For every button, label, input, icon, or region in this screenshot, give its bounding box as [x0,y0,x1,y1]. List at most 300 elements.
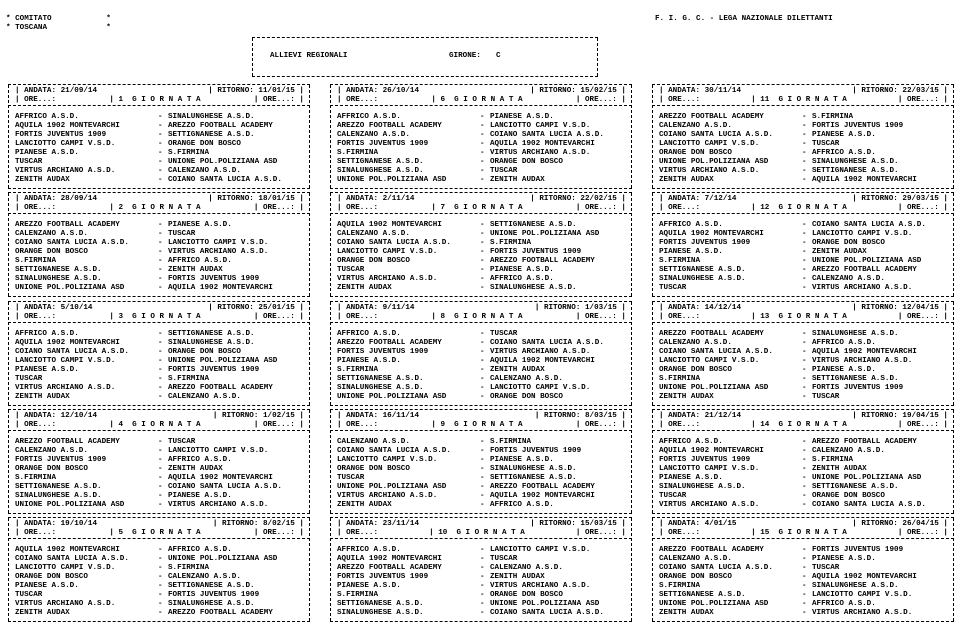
away-team: S.FIRMINA [168,564,210,572]
away-team: VIRTUS ARCHIANO A.S.D. [490,348,591,356]
home-team: CALENZANO A.S.D. [659,122,732,130]
home-team: PIANESE A.S.D. [659,474,723,482]
home-team: CALENZANO A.S.D. [15,447,88,455]
home-team: PIANESE A.S.D. [659,248,723,256]
match-separator: - [158,384,163,392]
ore-ritorno: | ORE...: | [575,96,626,104]
match-separator: - [158,357,163,365]
match-row [15,176,306,185]
match-separator: - [480,131,485,139]
block-right-border [631,85,632,188]
away-team: UNIONE POL.POLIZIANA ASD [168,158,278,166]
comitato-line-1: * COMITATO * [6,15,111,23]
giornata-number: 8 [440,313,446,321]
match-row [659,339,950,348]
match-separator: - [158,609,163,617]
block-left-border [652,410,653,513]
andata-cell: | ANDATA: 16/11/14 [337,412,420,420]
ritorno-date: 25/01/15 [258,304,295,312]
match-row [15,384,306,393]
away-team: S.FIRMINA [812,456,854,464]
ritorno-label: RITORNO: [861,520,898,528]
match-row [659,564,950,573]
giornata-title: | 6 G I O R N A T A [431,96,523,104]
match-separator: - [158,339,163,347]
match-row [15,248,306,257]
andata-date: 5/10/14 [60,304,93,312]
ore-andata: | ORE...: [337,204,379,212]
away-team: COIANO SANTA LUCIA A.S.D. [168,176,282,184]
andata-cell: | ANDATA: 7/12/14 [659,195,737,203]
giornata-number: 13 [760,313,770,321]
match-row [659,122,950,131]
ore-andata: | ORE...: [15,421,57,429]
match-separator: - [480,239,485,247]
ore-label: ORE...: [668,313,701,321]
match-row [15,501,306,510]
ore-andata: | ORE...: [15,96,57,104]
block-header-divider [330,538,632,539]
match-separator: - [802,113,807,121]
home-team: ORANGE DON BOSCO [15,248,88,256]
block-left-border [330,85,331,188]
block-right-border [309,302,310,405]
andata-label: ANDATA: [24,87,57,95]
home-team: ZENITH AUDAX [15,393,70,401]
giornata-title: | 7 G I O R N A T A [431,204,523,212]
ritorno-cell: | RITORNO: 22/02/15 | [530,195,626,203]
block-header-divider [8,213,310,214]
ore-andata: | ORE...: [15,313,57,321]
match-separator: - [158,573,163,581]
giornata-block [8,517,310,622]
match-separator: - [158,149,163,157]
match-separator: - [158,330,163,338]
home-team: SINALUNGHESE A.S.D. [15,492,102,500]
away-team: AREZZO FOOTBALL ACADEMY [812,266,917,274]
ore-label: ORE...: [262,421,295,429]
home-team: AQUILA 1902 MONTEVARCHI [15,546,120,554]
match-separator: - [480,330,485,338]
giornata-title: | 8 G I O R N A T A [431,313,523,321]
away-team: S.FIRMINA [490,239,532,247]
match-row [15,456,306,465]
match-separator: - [480,366,485,374]
home-team: COIANO SANTA LUCIA A.S.D. [659,348,773,356]
block-right-border [631,410,632,513]
match-row [659,456,950,465]
ritorno-cell: | RITORNO: 22/03/15 | [852,87,948,95]
match-separator: - [480,546,485,554]
match-row [15,546,306,555]
andata-label: ANDATA: [346,87,379,95]
ore-label: ORE...: [262,529,295,537]
andata-label: ANDATA: [668,195,701,203]
match-separator: - [802,483,807,491]
ore-label: ORE...: [262,204,295,212]
giornata-word: G I O R N A T A [132,96,201,104]
match-row [15,465,306,474]
away-team: UNIONE POL.POLIZIANA ASD [490,230,600,238]
ritorno-date: 26/04/15 [902,520,939,528]
giornata-block [652,84,954,189]
match-row [15,149,306,158]
home-team: LANCIOTTO CAMPI V.S.D. [659,357,760,365]
match-row [337,239,628,248]
ritorno-cell: | RITORNO: 8/03/15 | [534,412,626,420]
match-row [337,483,628,492]
block-right-border [309,518,310,621]
home-team: ORANGE DON BOSCO [337,465,410,473]
match-separator: - [802,474,807,482]
match-row [337,248,628,257]
match-separator: - [158,140,163,148]
block-header-divider [330,213,632,214]
match-separator: - [480,609,485,617]
match-separator: - [480,176,485,184]
away-team: ORANGE DON BOSCO [168,348,241,356]
away-team: FORTIS JUVENTUS 1909 [812,546,904,554]
block-left-border [8,85,9,188]
match-row [659,492,950,501]
ritorno-cell: | RITORNO: 15/02/15 | [530,87,626,95]
away-team: ORANGE DON BOSCO [490,393,563,401]
giornata-number: 9 [440,421,446,429]
match-row [15,564,306,573]
away-team: SINALUNGHESE A.S.D. [490,465,577,473]
match-row [337,221,628,230]
giornata-block [8,84,310,189]
block-left-border [330,410,331,513]
home-team: AQUILA 1902 MONTEVARCHI [15,122,120,130]
match-row [15,357,306,366]
match-row [337,230,628,239]
match-separator: - [802,546,807,554]
match-row [659,284,950,293]
home-team: VIRTUS ARCHIANO A.S.D. [15,384,116,392]
match-row [337,275,628,284]
away-team: UNIONE POL.POLIZIANA ASD [168,357,278,365]
giornata-number: 10 [438,529,448,537]
away-team: PIANESE A.S.D. [812,555,876,563]
ore-label: ORE...: [906,421,939,429]
category-title: ALLIEVI REGIONALI [270,52,348,60]
block-right-border [309,193,310,296]
giornata-number: 6 [440,96,446,104]
ore-ritorno: | ORE...: | [897,96,948,104]
ritorno-cell: | RITORNO: 12/04/15 | [852,304,948,312]
ritorno-label: RITORNO: [221,412,259,420]
ritorno-label: RITORNO: [217,304,254,312]
block-header-divider [8,430,310,431]
title-box-right-border [597,38,598,76]
home-team: AREZZO FOOTBALL ACADEMY [15,438,120,446]
giornata-block [8,301,310,406]
match-row [659,357,950,366]
away-team: AFFRICO A.S.D. [812,339,876,347]
giornata-block [330,409,632,514]
ore-label: ORE...: [24,313,57,321]
match-separator: - [158,348,163,356]
match-separator: - [480,266,485,274]
home-team: COIANO SANTA LUCIA A.S.D. [659,131,773,139]
home-team: AFFRICO A.S.D. [659,438,723,446]
andata-date: 7/12/14 [704,195,737,203]
away-team: TUSCAR [490,167,518,175]
home-team: AREZZO FOOTBALL ACADEMY [337,564,442,572]
match-separator: - [802,330,807,338]
block-header-divider [652,322,954,323]
match-separator: - [158,248,163,256]
ritorno-date: 15/02/15 [580,87,617,95]
giornata-header [15,520,304,538]
match-row [659,474,950,483]
andata-label: ANDATA: [668,87,701,95]
andata-cell: | ANDATA: 30/11/14 [659,87,742,95]
giornata-header [659,87,948,105]
ritorno-date: 12/04/15 [902,304,939,312]
away-team: LANCIOTTO CAMPI V.S.D. [168,239,269,247]
ore-label: ORE...: [906,313,939,321]
match-row [15,600,306,609]
away-team: SETTIGNANESE A.S.D. [812,375,899,383]
match-row [659,393,950,402]
andata-cell: | ANDATA: 23/11/14 [337,520,420,528]
home-team: AREZZO FOOTBALL ACADEMY [659,546,764,554]
home-team: VIRTUS ARCHIANO A.S.D. [337,275,438,283]
match-separator: - [480,447,485,455]
match-separator: - [480,501,485,509]
match-row [659,546,950,555]
giornata-title: | 5 G I O R N A T A [109,529,201,537]
match-list [337,330,628,402]
block-left-border [8,518,9,621]
match-row [337,465,628,474]
giornata-word: G I O R N A T A [454,421,523,429]
match-separator: - [802,167,807,175]
andata-label: ANDATA: [668,304,701,312]
home-team: S.FIRMINA [15,474,57,482]
andata-cell: | ANDATA: 21/09/14 [15,87,98,95]
match-row [337,131,628,140]
match-list [659,438,950,510]
home-team: AREZZO FOOTBALL ACADEMY [659,113,764,121]
ore-andata: | ORE...: [337,313,379,321]
ore-label: ORE...: [346,204,379,212]
andata-label: ANDATA: [24,304,57,312]
match-list [659,330,950,402]
match-row [659,384,950,393]
match-row [15,582,306,591]
giornata-block [330,192,632,297]
giornata-block [652,409,954,514]
match-separator: - [480,257,485,265]
away-team: S.FIRMINA [168,149,210,157]
ritorno-cell: | RITORNO: 19/04/15 | [852,412,948,420]
match-row [337,447,628,456]
match-row [337,348,628,357]
away-team: TUSCAR [168,438,196,446]
home-team: ORANGE DON BOSCO [659,366,732,374]
away-team: ZENITH AUDAX [168,266,223,274]
match-separator: - [802,573,807,581]
home-team: LANCIOTTO CAMPI V.S.D. [337,456,438,464]
away-team: VIRTUS ARCHIANO A.S.D. [812,284,913,292]
giornata-title: | 3 G I O R N A T A [109,313,201,321]
giornata-number: 2 [118,204,124,212]
giornata-header [337,304,626,322]
giornata-header [659,520,948,538]
away-team: S.FIRMINA [812,113,854,121]
home-team: AFFRICO A.S.D. [659,221,723,229]
away-team: COIANO SANTA LUCIA A.S.D. [812,221,926,229]
giornata-number: 11 [760,96,770,104]
ore-andata: | ORE...: [15,204,57,212]
match-row [337,393,628,402]
block-right-border [953,518,954,621]
ore-andata: | ORE...: [15,529,57,537]
ritorno-label: RITORNO: [543,304,581,312]
block-left-border [8,302,9,405]
home-team: COIANO SANTA LUCIA A.S.D. [337,447,451,455]
match-separator: - [480,140,485,148]
match-separator: - [158,582,163,590]
away-team: COIANO SANTA LUCIA A.S.D. [490,609,604,617]
ore-label: ORE...: [906,96,939,104]
ore-label: ORE...: [346,313,379,321]
ore-ritorno: | ORE...: | [253,313,304,321]
match-separator: - [480,122,485,130]
giornata-header [15,412,304,430]
away-team: UNIONE POL.POLIZIANA ASD [812,474,922,482]
match-row [15,158,306,167]
away-team: TUSCAR [168,230,196,238]
ritorno-cell: | RITORNO: 29/03/15 | [852,195,948,203]
match-row [15,339,306,348]
match-separator: - [802,465,807,473]
ritorno-label: RITORNO: [539,87,576,95]
block-header-divider [652,213,954,214]
block-right-border [631,302,632,405]
match-separator: - [158,546,163,554]
home-team: LANCIOTTO CAMPI V.S.D. [15,564,116,572]
giornata-word: G I O R N A T A [778,204,847,212]
home-team: FORTIS JUVENTUS 1909 [337,573,429,581]
match-separator: - [158,438,163,446]
home-team: PIANESE A.S.D. [15,366,79,374]
match-separator: - [480,248,485,256]
ore-andata: | ORE...: [659,313,701,321]
ore-ritorno: | ORE...: | [575,529,626,537]
home-team: LANCIOTTO CAMPI V.S.D. [15,140,116,148]
ore-label: ORE...: [584,313,617,321]
away-team: SETTIGNANESE A.S.D. [168,330,255,338]
giornata-word: G I O R N A T A [132,529,201,537]
match-row [337,339,628,348]
home-team: AQUILA 1902 MONTEVARCHI [659,447,764,455]
match-row [337,167,628,176]
away-team: FORTIS JUVENTUS 1909 [812,122,904,130]
match-row [337,176,628,185]
ore-label: ORE...: [24,204,57,212]
match-row [15,375,306,384]
home-team: ZENITH AUDAX [659,609,714,617]
match-separator: - [802,501,807,509]
match-separator: - [802,582,807,590]
home-team: VIRTUS ARCHIANO A.S.D. [659,167,760,175]
away-team: TUSCAR [812,393,840,401]
match-separator: - [158,501,163,509]
andata-date: 21/12/14 [704,412,742,420]
match-separator: - [802,131,807,139]
match-separator: - [802,384,807,392]
match-row [659,591,950,600]
match-list [337,546,628,618]
giornata-header [659,304,948,322]
match-row [659,501,950,510]
away-team: ORANGE DON BOSCO [490,591,563,599]
andata-date: 2/11/14 [382,195,415,203]
ore-andata: | ORE...: [337,529,379,537]
match-row [15,609,306,618]
away-team: UNIONE POL.POLIZIANA ASD [490,600,600,608]
giornata-number: 12 [760,204,770,212]
ore-label: ORE...: [346,529,379,537]
match-row [659,167,950,176]
match-row [337,582,628,591]
match-list [659,221,950,293]
home-team: UNIONE POL.POLIZIANA ASD [659,158,769,166]
ritorno-date: 22/03/15 [902,87,939,95]
home-team: AQUILA 1902 MONTEVARCHI [337,221,442,229]
match-row [337,122,628,131]
match-row [659,609,950,618]
match-separator: - [480,158,485,166]
andata-date: 21/09/14 [60,87,98,95]
home-team: VIRTUS ARCHIANO A.S.D. [659,501,760,509]
home-team: COIANO SANTA LUCIA A.S.D. [15,348,129,356]
home-team: SETTIGNANESE A.S.D. [337,375,424,383]
match-separator: - [158,167,163,175]
match-separator: - [158,122,163,130]
home-team: S.FIRMINA [337,149,379,157]
ore-ritorno: | ORE...: | [897,529,948,537]
away-team: CALENZANO A.S.D. [168,393,241,401]
home-team: CALENZANO A.S.D. [659,339,732,347]
block-header-divider [330,430,632,431]
match-separator: - [480,149,485,157]
away-team: FORTIS JUVENTUS 1909 [168,366,260,374]
ritorno-cell: | RITORNO: 8/02/15 | [212,520,304,528]
ritorno-date: 8/02/15 [262,520,295,528]
home-team: PIANESE A.S.D. [337,357,401,365]
home-team: COIANO SANTA LUCIA A.S.D. [659,564,773,572]
block-left-border [8,410,9,513]
andata-cell: | ANDATA: 5/10/14 [15,304,93,312]
home-team: ORANGE DON BOSCO [15,573,88,581]
ritorno-label: RITORNO: [861,87,898,95]
ritorno-label: RITORNO: [539,195,576,203]
giornata-block [652,517,954,622]
block-header-divider [652,430,954,431]
home-team: TUSCAR [15,375,43,383]
ore-ritorno: | ORE...: | [897,421,948,429]
match-row [659,248,950,257]
giornata-header [15,87,304,105]
giornata-header [337,195,626,213]
giornata-block [8,192,310,297]
block-left-border [8,193,9,296]
